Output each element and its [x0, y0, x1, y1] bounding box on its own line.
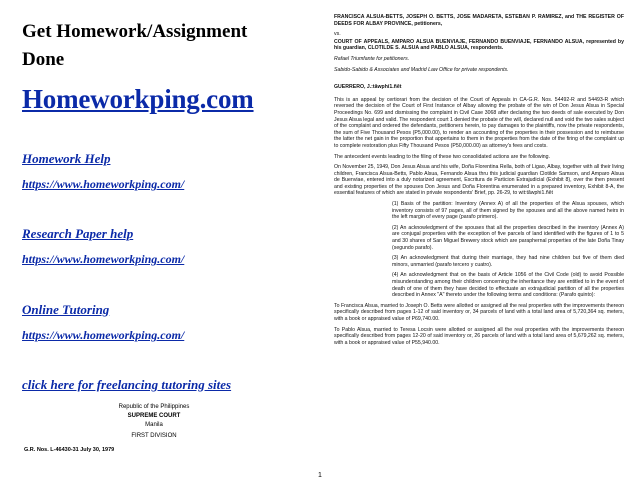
versus: vs. — [334, 31, 341, 38]
homework-help-link[interactable]: Homework Help — [22, 151, 111, 166]
online-tutoring-link[interactable]: Online Tutoring — [22, 302, 110, 317]
court-header — [24, 403, 284, 441]
list-item-2: (2) An acknowledgment of the spouses that all the properties described in the inventory (Annex A) are conjugal properties with the exception of five parcels of land identified with the figures of 1 to 5 and 30 shares of San Miguel Brewery stock which are paraphernal properties of the late Doña Tinay (segundo parafo). — [392, 224, 624, 251]
freelance-link[interactable]: click here for freelancing tutoring sites — [22, 377, 232, 392]
list-item-1: (1) Basis of the partition: Inventory (Annex A) of all the properties of the Alsua spouses, which inventory consists of 97 pages, all of them signed by the spouses and all the above named heirs in the left margin of every page (parafo primero). — [392, 201, 624, 221]
online-tutoring-url[interactable]: https://www.homeworkping.com/ — [22, 328, 185, 342]
counsel-respondents: Sabido-Sabido & Associates and Madrid Law Office for private respondents. — [334, 66, 509, 73]
homework-help-url[interactable]: https://www.homeworkping.com/ — [22, 177, 185, 191]
court-republic: Republic of the Philippines — [118, 404, 190, 410]
promo-title — [22, 18, 292, 74]
case-document — [334, 14, 624, 350]
page-number: 1 — [318, 472, 322, 479]
paragraph-1: This is an appeal by certiorari from the decision of the Court of Appeals in CA-G.R. Nos. 54492-R and 54493-R which reversed the decision of the Court of First Instance of Albay allowing the probate of the win of Don Jesus Alsua in Special Proceedings No. 699 and dismissing the complaint in Civil Case 3068 after declaring the two deeds of sale executed by Don Jesus Alsua legal and valid. The respondent court 1 denied the probate of the will, declared null and void the two sales subject of the complaint and ordered the defendants, petitioners herein, to pay damages to the plaintiffs, now the private respondents, the sum of Five Thousand Pesos (P5,000.00), to render an accounting of the properties in their possession and to reimburse the latter the net gain in the proportion that appertains to them in the properties from the date of the firing of the complaint up to complete restoration plus Fifty Thousand Pesos (P50,000.00) as attorney's fees and costs. — [334, 96, 624, 149]
research-paper-url[interactable]: https://www.homeworkping.com/ — [22, 252, 185, 266]
court-division: FIRST DIVISION — [131, 433, 177, 439]
court-city: Manila — [145, 422, 163, 428]
brand-link[interactable]: Homeworkping.com — [22, 84, 254, 114]
promo-title-line2: Done — [22, 49, 65, 70]
research-paper-link[interactable]: Research Paper help — [22, 226, 134, 241]
paragraph-2: The antecedent events leading to the filing of these two consolidated actions are the following. — [334, 153, 550, 160]
court-supreme: SUPREME COURT — [127, 413, 181, 419]
counsel-petitioners: Rafael Triumfante for petitioners. — [334, 55, 410, 62]
list-item-4: (4) An acknowledgment that on the basis of Article 1056 of the Civil Code (old) to avoid Possible misunderstanding among their children concerning the inheritance they are entitled to in the event of death of one of them they have decided to effectuate an extrajudicial partition of all the properties described in Annex "A" thereto under the following terms and conditions: (Parafo quinto): — [392, 272, 624, 299]
case-number: G.R. Nos. L-46430-31 July 30, 1979 — [24, 447, 115, 453]
paragraph-3: On November 25, 1949, Don Jesus Alsua and his wife, Doña Florentina Rella, both of Ligao, Albay, together with all their living children, Francisca Alsua-Betts, Pablo Alsua, Fernando Alsua thru this judicial guardian Clotilde Samson, and Amparo Alsua de Buenviae, entered into a duly notarized agreement, Escritura de Particion Extrajudicial (Exhibit 8), over the then present and existing properties of the spouses Don Jesus and Doña Florentina enumerated in a prepared inventory, Exhibit 8-A, the essential features of which are stated in private respondents' Brief, pp. 26-29, to wit:tãwphi1.ñêt — [334, 164, 624, 197]
petitioners: FRANCISCA ALSUA-BETTS, JOSEPH O. BETTS, JOSE MADARETA, ESTEBAN P. RAMIREZ, and THE REGISTER OF DEEDS FOR ALBAY PROVINCE, petitioners, — [334, 14, 624, 27]
paragraph-4: To Francisca Alsua, married to Joseph O. Betts were allotted or assigned all the real properties with the improvements thereon specifically described from pages 1-12 of said inventory or, 34 parcels of land with a total land area of 5,720,364 sq. meters, with a book or appraised value of P69,740.00. — [334, 302, 624, 322]
list-item-3: (3) An acknowledgment that during their marriage, they had nine children but five of them died minors, unmarried (parafo tercero y cuatro). — [392, 255, 624, 268]
promo-title-line1: Get Homework/Assignment — [22, 21, 248, 42]
paragraph-5: To Pablo Alsua, married to Teresa Locsin were allotted or assigned all the real properties with the improvements thereon specifically described from pages 12-20 of said inventory or, 26 parcels of land with a total land area of 5,679,262 sq. meters, with a book or appraised value of P55,940.00. — [334, 326, 624, 346]
respondents: COURT OF APPEALS, AMPARO ALSUA BUENVIAJE, FERNANDO BUENVIAJE, FERNANDO ALSUA, represented by his guardian, CLOTILDE S. ALSUA and PABLO ALSUA, respondents. — [334, 38, 624, 52]
ponente: GUERRERO, J.:tãwphi1.ñêt — [334, 84, 402, 91]
